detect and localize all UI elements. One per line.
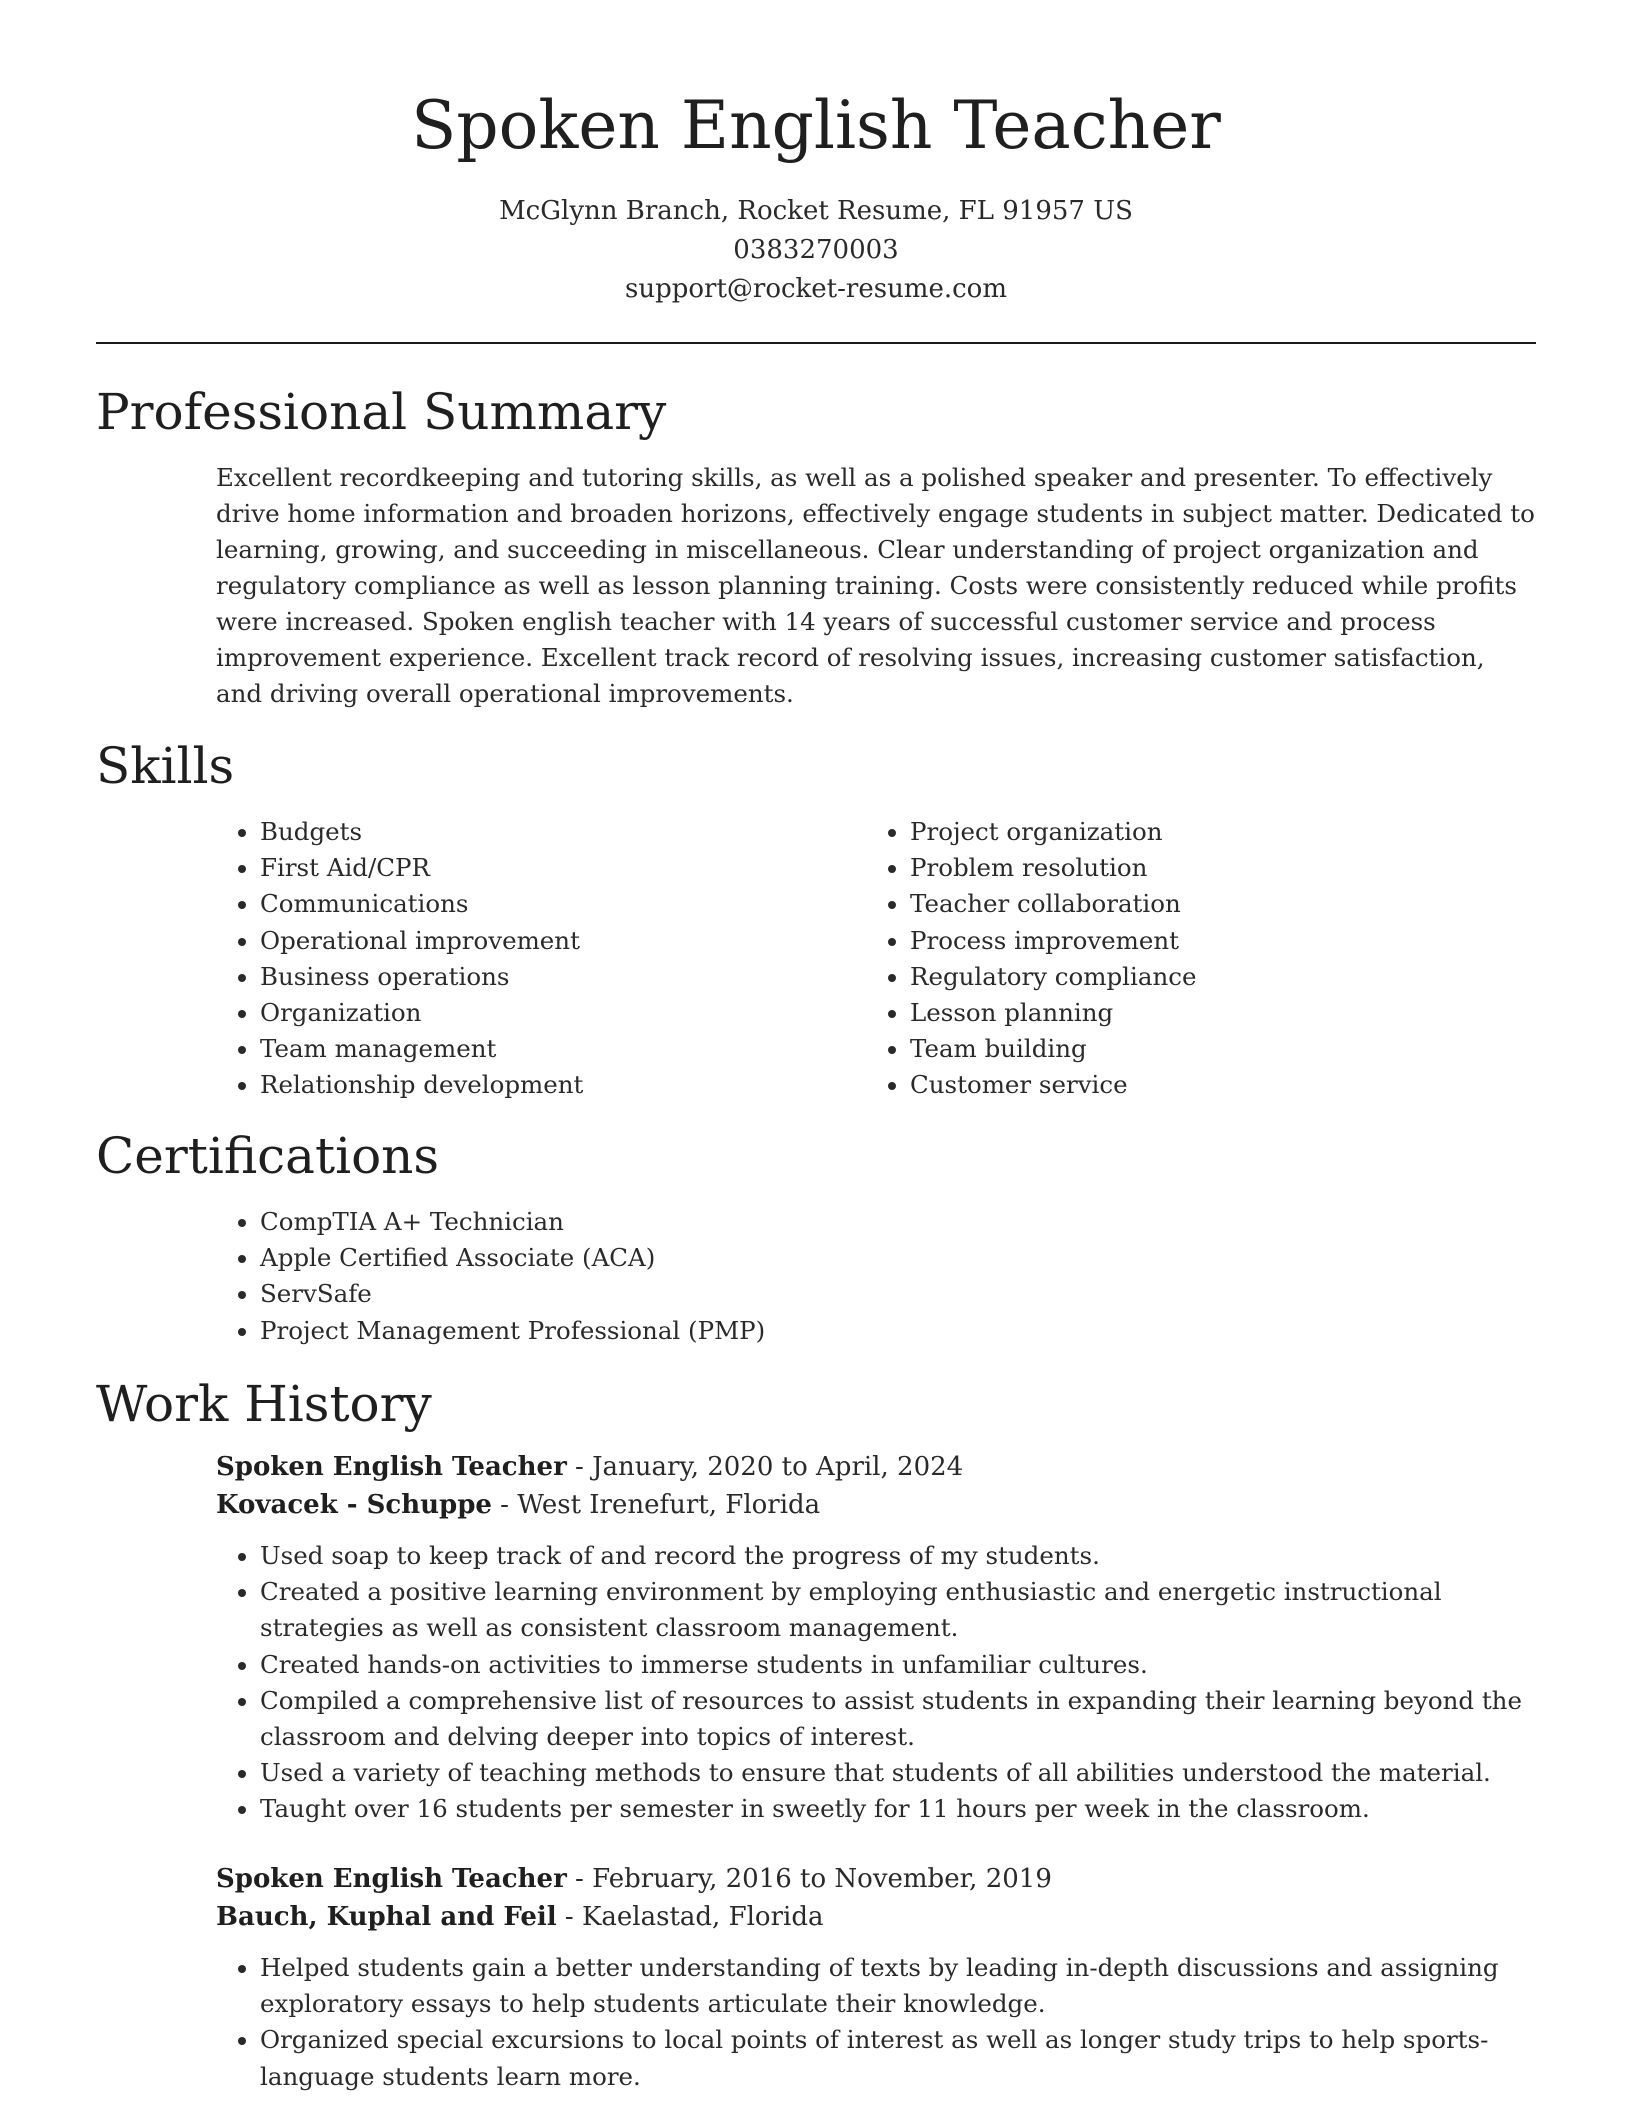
certification-item: • Project Management Professional (PMP) <box>260 1313 765 1349</box>
skill-item: • Team building <box>910 1031 1516 1067</box>
job-bullet: • Created a positive learning environment by employing enthusiastic and energetic instructional strategies as well as consistent classroom management. <box>260 1574 1536 1646</box>
skill-item: • Relationship development <box>260 1067 866 1103</box>
job-role: Spoken English Teacher <box>216 1452 567 1482</box>
skill-item: • Business operations <box>260 959 866 995</box>
job-bullet: • Used a variety of teaching methods to ensure that students of all abilities understood the material. <box>260 1755 1536 1791</box>
contact-email: support@rocket-resume.com <box>624 274 1007 304</box>
contact-block <box>96 192 1536 309</box>
job-company-line <box>216 1898 1536 1936</box>
skill-item: • Process improvement <box>910 923 1516 959</box>
job-location: - West Irenefurt, Florida <box>491 1490 821 1520</box>
skills-list <box>216 814 1536 1104</box>
job-company-line <box>216 1486 1536 1524</box>
skill-item: • First Aid/CPR <box>260 850 866 886</box>
job-bullet: • Compiled a comprehensive list of resources to assist students in expanding their learning beyond the classroom and delving deeper into topics of interest. <box>260 1683 1536 1755</box>
contact-phone: 0383270003 <box>733 235 899 265</box>
job-company: Kovacek - Schuppe <box>216 1490 492 1520</box>
resume-page <box>96 0 1536 2091</box>
skill-item: • Problem resolution <box>910 850 1516 886</box>
candidate-name: Spoken English Teacher <box>411 87 1221 164</box>
skill-item: • Teacher collaboration <box>910 886 1516 922</box>
work-history-heading: Work History <box>96 1375 432 1433</box>
skill-item: • Organization <box>260 995 866 1031</box>
summary-text: Excellent recordkeeping and tutoring skills, as well as a polished speaker and presenter. To effectively drive home information and broaden horizons, effectively engage students in subject matter. Dedicated to learning, growing, and succeeding in miscellaneous. Clear understanding of project organization and regulatory compliance as well as lesson planning training. Costs were consistently reduced while profits were increased. Spoken english teacher with 14 years of successful customer service and process improvement experience. Excellent track record of resolving issues, increasing customer satisfaction, and driving overall operational improvements. <box>216 463 1535 708</box>
skill-item: • Budgets <box>260 814 866 850</box>
job-bullet: • Created hands-on activities to immerse students in unfamiliar cultures. <box>260 1647 1536 1683</box>
job-bullets <box>216 1950 1536 2095</box>
job-bullet: • Helped students gain a better understanding of texts by leading in-depth discussions and assigning exploratory essays to help students articulate their knowledge. <box>260 1950 1536 2022</box>
job-title-line <box>216 1448 1536 1486</box>
job-entry <box>216 1860 1536 1936</box>
job-entry <box>216 1448 1536 1524</box>
job-bullets <box>216 1538 1536 1828</box>
certifications-heading: Certifications <box>96 1127 440 1185</box>
skill-item: • Team management <box>260 1031 866 1067</box>
job-location: - Kaelastad, Florida <box>556 1902 824 1932</box>
resume-header <box>96 0 1536 309</box>
skill-item: • Operational improvement <box>260 923 866 959</box>
job-title-line <box>216 1860 1536 1898</box>
certification-item: • CompTIA A+ Technician <box>260 1204 765 1240</box>
certification-item: • ServSafe <box>260 1276 765 1312</box>
header-divider <box>96 342 1536 344</box>
skill-item: • Regulatory compliance <box>910 959 1516 995</box>
certifications-list <box>216 1204 1536 1349</box>
job-bullet: • Used soap to keep track of and record the progress of my students. <box>260 1538 1536 1574</box>
skills-column-right <box>866 814 1516 1104</box>
job-bullet: • Organized special excursions to local points of interest as well as longer study trips to help sports-language students learn more. <box>260 2022 1536 2094</box>
summary-heading: Professional Summary <box>96 383 667 441</box>
skill-item: • Customer service <box>910 1067 1516 1103</box>
skill-item: • Communications <box>260 886 866 922</box>
job-company: Bauch, Kuphal and Feil <box>216 1902 557 1932</box>
job-dates: - January, 2020 to April, 2024 <box>566 1452 964 1482</box>
job-role: Spoken English Teacher <box>216 1864 567 1894</box>
job-bullet: • Taught over 16 students per semester in sweetly for 11 hours per week in the classroom. <box>260 1791 1536 1827</box>
job-dates: - February, 2016 to November, 2019 <box>566 1864 1052 1894</box>
skill-item: • Lesson planning <box>910 995 1516 1031</box>
skills-heading: Skills <box>96 737 235 795</box>
skills-column-left <box>216 814 866 1104</box>
contact-address: McGlynn Branch, Rocket Resume, FL 91957 US <box>499 196 1133 226</box>
certification-item: • Apple Certified Associate (ACA) <box>260 1240 765 1276</box>
skill-item: • Project organization <box>910 814 1516 850</box>
